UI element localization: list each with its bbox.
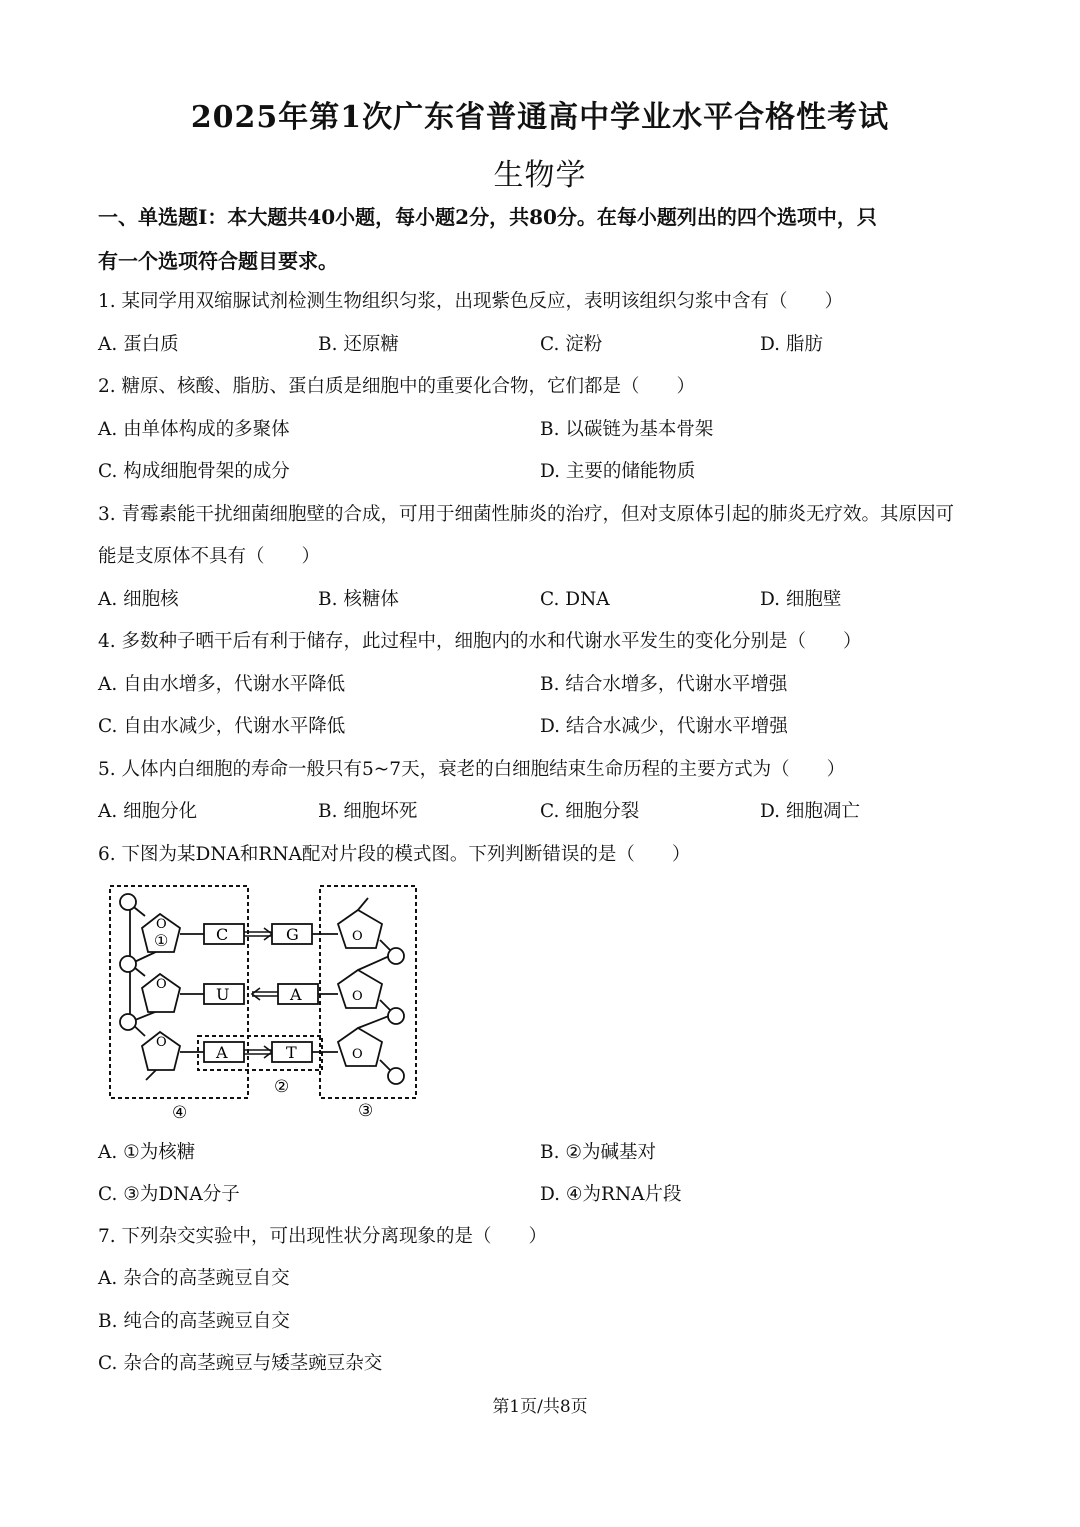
question-4-option-a: A. 自由水增多，代谢水平降低 <box>98 674 346 695</box>
phosphate-circle <box>388 948 404 964</box>
question-7-option-a: A. 杂合的高茎豌豆自交 <box>98 1268 290 1289</box>
sugar-oxygen-label: O <box>352 1047 363 1062</box>
phosphate-circle <box>388 1008 404 1024</box>
sugar-oxygen-label: O <box>156 977 167 992</box>
question-2-option-c: C. 构成细胞骨架的成分 <box>98 461 290 482</box>
sugar-oxygen-label: O <box>352 989 363 1004</box>
base-letter: A <box>290 985 302 1004</box>
phosphate-circle <box>120 894 136 910</box>
question-5-option-b: B. 细胞坏死 <box>318 801 418 822</box>
question-1-option-c: C. 淀粉 <box>540 334 603 355</box>
question-4-option-b: B. 结合水增多，代谢水平增强 <box>540 674 788 695</box>
sugar-oxygen-label: O <box>156 917 167 932</box>
base-letter: G <box>286 925 299 944</box>
question-6-stem: 6. 下图为某DNA和RNA配对片段的模式图。下列判断错误的是（ ） <box>98 844 691 865</box>
phosphate-circle <box>120 956 136 972</box>
sugar-oxygen-label: O <box>352 929 363 944</box>
exam-subject: 生物学 <box>493 158 587 193</box>
question-3-option-a: A. 细胞核 <box>98 589 179 610</box>
question-5-stem: 5. 人体内白细胞的寿命一般只有5~7天，衰老的白细胞结束生命历程的主要方式为（ ） <box>98 759 846 780</box>
dna-rna-pairing-diagram <box>100 880 430 1130</box>
label-3: ③ <box>358 1101 374 1121</box>
section-heading-line1: 一、单选题Ⅰ：本大题共40小题，每小题2分，共80分。在每小题列出的四个选项中，只 <box>98 205 877 229</box>
question-3-option-c: C. DNA <box>540 589 610 610</box>
label-2: ② <box>274 1077 290 1097</box>
question-6-option-d: D. ④为RNA片段 <box>540 1184 682 1205</box>
base-letter: C <box>216 925 229 944</box>
question-6-option-b: B. ②为碱基对 <box>540 1142 656 1163</box>
question-1-option-d: D. 脂肪 <box>760 334 823 355</box>
exam-title: 2025年第1次广东省普通高中学业水平合格性考试 <box>190 100 890 135</box>
question-3-stem-line2: 能是支原体不具有（ ） <box>98 546 321 567</box>
sugar-oxygen-label: O <box>156 1035 167 1050</box>
question-3-option-d: D. 细胞壁 <box>760 589 842 610</box>
phosphate-circle <box>120 1014 136 1030</box>
question-1-option-b: B. 还原糖 <box>318 334 399 355</box>
question-3-option-b: B. 核糖体 <box>318 589 399 610</box>
question-4-stem: 4. 多数种子晒干后有利于储存，此过程中，细胞内的水和代谢水平发生的变化分别是（ ） <box>98 631 862 652</box>
question-5-option-a: A. 细胞分化 <box>98 801 198 822</box>
question-1-stem: 1. 某同学用双缩脲试剂检测生物组织匀浆，出现紫色反应，表明该组织匀浆中含有（ ） <box>98 291 844 312</box>
question-7-option-c: C. 杂合的高茎豌豆与矮茎豌豆杂交 <box>98 1353 383 1374</box>
question-4-option-d: D. 结合水减少，代谢水平增强 <box>540 716 788 737</box>
label-4: ④ <box>172 1103 188 1123</box>
section-heading-line2: 有一个选项符合题目要求。 <box>98 249 338 273</box>
phosphate-circle <box>388 1068 404 1084</box>
base-letter: U <box>216 985 230 1004</box>
page-footer: 第1页/共8页 <box>492 1397 588 1417</box>
question-4-option-c: C. 自由水减少，代谢水平降低 <box>98 716 346 737</box>
question-2-stem: 2. 糖原、核酸、脂肪、蛋白质是细胞中的重要化合物，它们都是（ ） <box>98 376 696 397</box>
question-6-option-a: A. ①为核糖 <box>98 1142 196 1163</box>
question-1-option-a: A. 蛋白质 <box>98 334 179 355</box>
question-7-option-b: B. 纯合的高茎豌豆自交 <box>98 1311 290 1332</box>
question-5-option-d: D. 细胞凋亡 <box>760 801 860 822</box>
base-letter: A <box>216 1043 228 1062</box>
label-1: ① <box>154 931 169 950</box>
question-7-stem: 7. 下列杂交实验中，可出现性状分离现象的是（ ） <box>98 1226 548 1247</box>
question-5-option-c: C. 细胞分裂 <box>540 801 640 822</box>
question-2-option-b: B. 以碳链为基本骨架 <box>540 419 714 440</box>
question-2-option-a: A. 由单体构成的多聚体 <box>98 419 290 440</box>
base-letter: T <box>286 1043 297 1062</box>
question-6-option-c: C. ③为DNA分子 <box>98 1184 240 1205</box>
question-3-stem-line1: 3. 青霉素能干扰细菌细胞壁的合成，可用于细菌性肺炎的治疗，但对支原体引起的肺炎无疗效。其原因可 <box>98 504 955 525</box>
question-2-option-d: D. 主要的储能物质 <box>540 461 696 482</box>
